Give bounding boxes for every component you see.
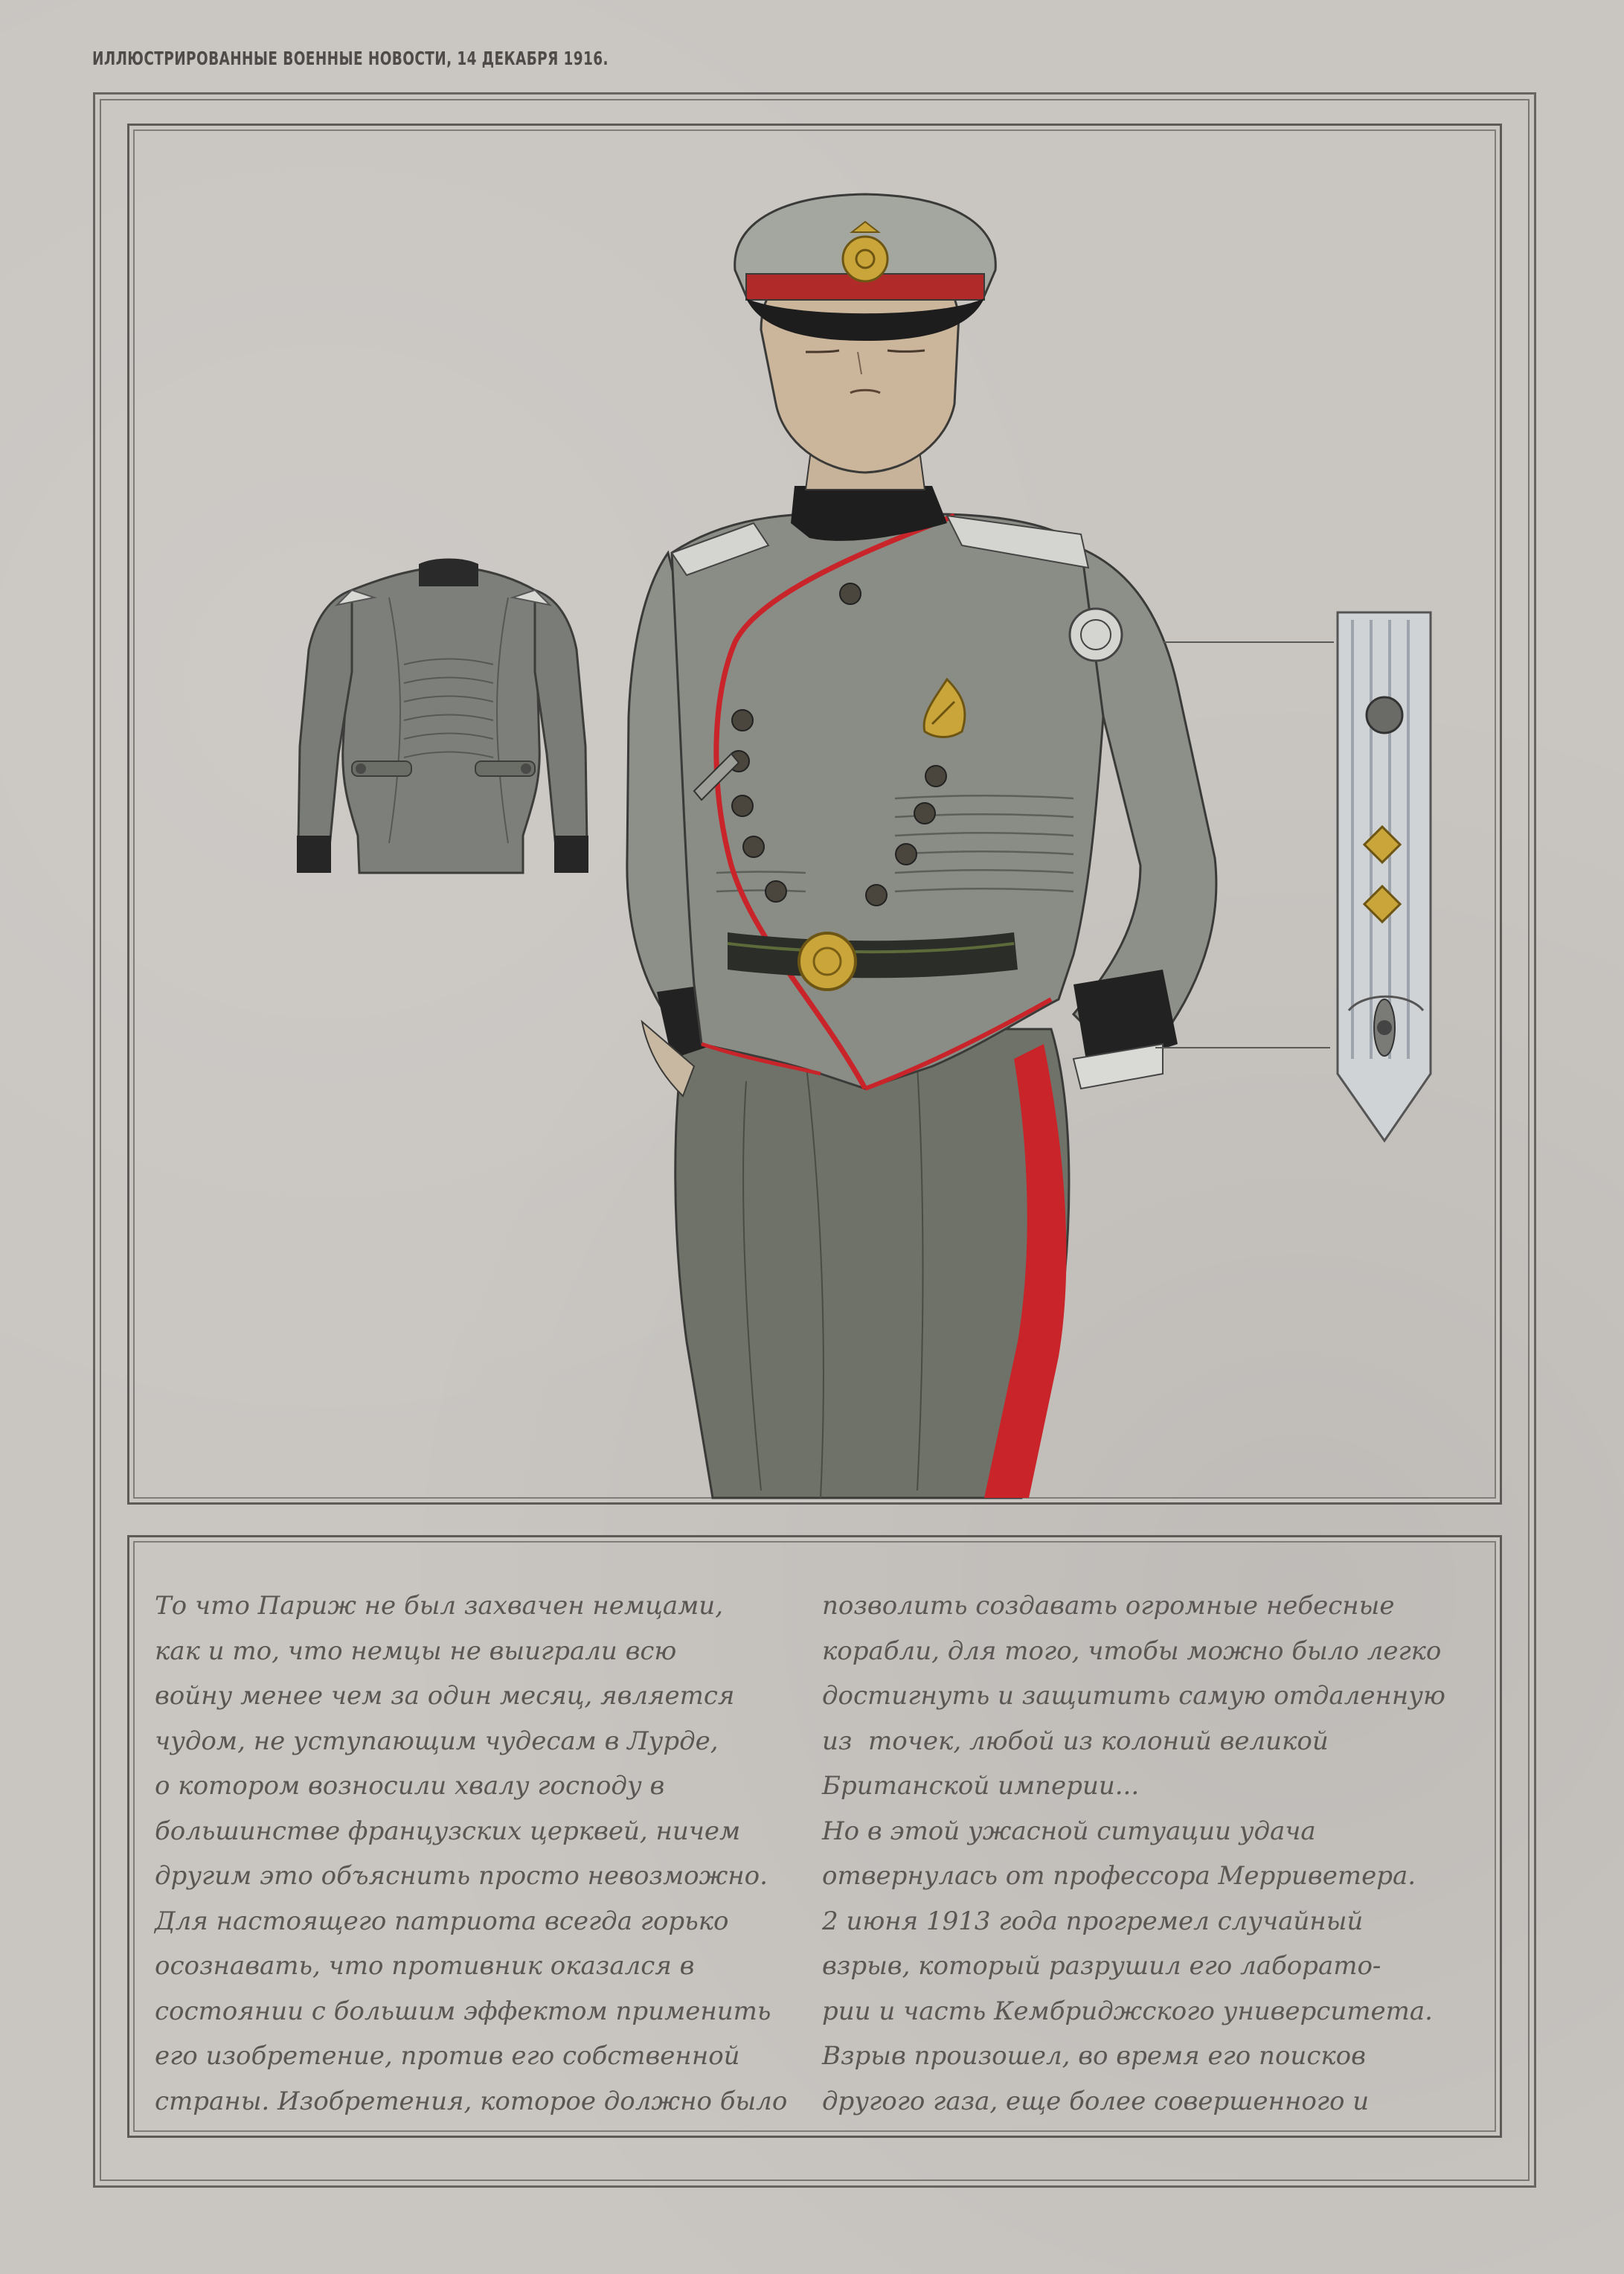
article-line: взрыв, который разрушил его лаборато-	[822, 1951, 1381, 1981]
article-line: войну менее чем за один месяц, является	[155, 1681, 735, 1711]
article-line: Британской империи...	[822, 1771, 1140, 1801]
article-line: Для настоящего патриота всегда горько	[155, 1906, 729, 1936]
article-column-right	[822, 1583, 1477, 2124]
article-line: состоянии с большим эффектом применить	[155, 1996, 771, 2026]
article-line: большинстве французских церквей, ничем	[155, 1816, 741, 1846]
illustration-panel	[127, 124, 1502, 1505]
article-line: страны. Изобретения, которое должно было	[155, 2086, 788, 2116]
article-line: осознавать, что противник оказался в	[155, 1951, 695, 1981]
article-line: позволить создавать огромные небесные	[822, 1591, 1395, 1621]
article-line: Но в этой ужасной ситуации удача	[822, 1816, 1316, 1846]
belt-buckle	[799, 933, 856, 990]
officer-figure	[627, 194, 1216, 1498]
uniform-illustration	[129, 126, 1500, 1502]
article-line: другого газа, еще более совершенного и	[822, 2086, 1370, 2116]
article-line: То что Париж не был захвачен немцами,	[155, 1591, 724, 1621]
article-line: из точек, любой из колоний великой	[822, 1726, 1329, 1756]
article-line: о котором возносили хвалу господу в	[155, 1771, 665, 1801]
article-column-left	[155, 1583, 809, 2124]
article-line: его изобретение, против его собственной	[155, 2041, 740, 2071]
article-line: отвернулась от профессора Мерриветера.	[822, 1861, 1416, 1891]
article-line: Взрыв произошел, во время его поисков	[822, 2041, 1366, 2071]
article-line: рии и часть Кембриджского университета.	[822, 1996, 1433, 2026]
article-line: достигнуть и защитить самую отдаленную	[822, 1681, 1445, 1711]
article-line: 2 июня 1913 года прогремел случайный	[822, 1906, 1364, 1936]
article-line: как и то, что немцы не выиграли всю	[155, 1636, 677, 1666]
article-line: корабли, для того, чтобы можно было легко	[822, 1636, 1442, 1666]
article-line: другим это объяснить просто невозможно.	[155, 1861, 768, 1891]
page-header: ИЛЛЮСТРИРОВАННЫЕ ВОЕННЫЕ НОВОСТИ, 14 ДЕКАБРЯ 1916.	[92, 48, 609, 69]
article-line: чудом, не уступающим чудесам в Лурде,	[155, 1726, 719, 1756]
back-view-jacket	[297, 559, 588, 874]
